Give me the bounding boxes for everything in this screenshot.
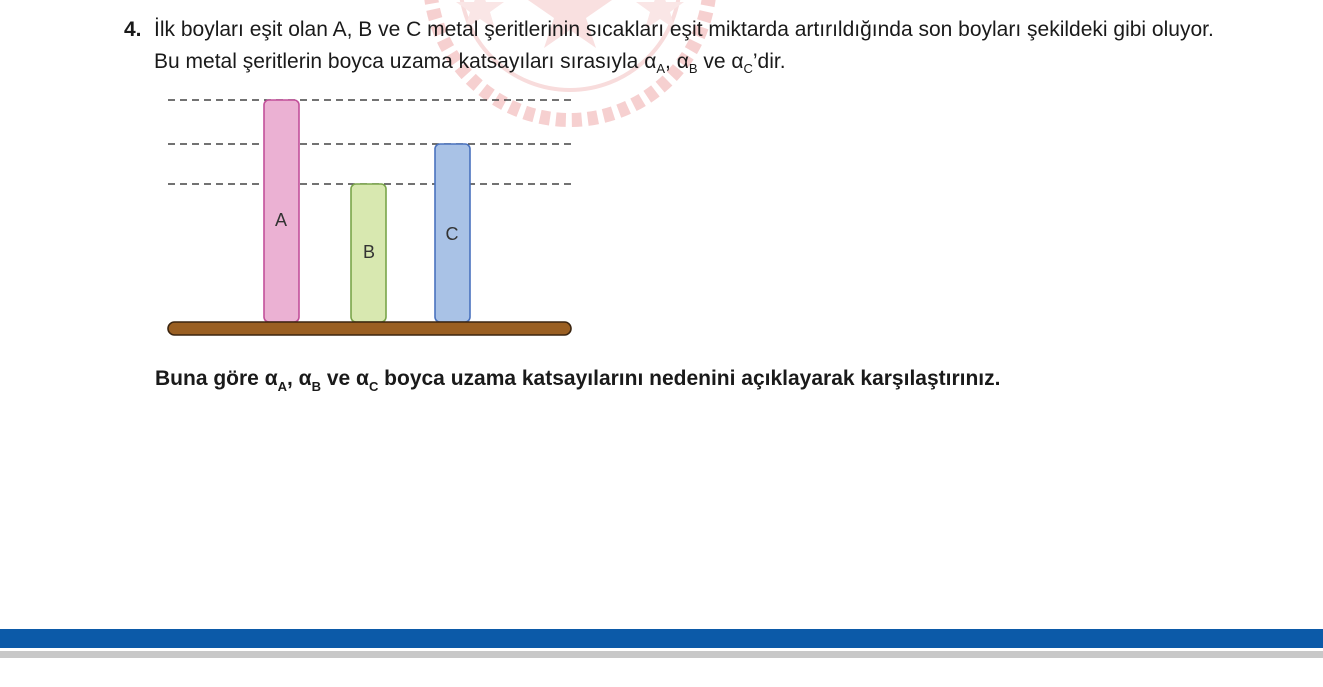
strip-c-label: C (445, 224, 459, 244)
footer-bar (0, 629, 1323, 648)
subscript-c: C (743, 61, 753, 76)
separator: ve (320, 367, 357, 390)
subscript-c: C (368, 379, 379, 394)
alpha-symbol: α (264, 367, 278, 390)
prompt-prefix: Buna göre (155, 367, 265, 390)
alpha-symbol: α (356, 367, 369, 390)
subscript-b: B (688, 61, 698, 76)
prompt-text (155, 364, 1000, 394)
strip-a-label: A (274, 210, 288, 230)
metal-strips-figure (160, 92, 580, 342)
separator: , (665, 50, 677, 73)
alpha-symbol: α (731, 50, 744, 73)
question-text-end: ’dir. (752, 50, 786, 73)
footer-line (0, 651, 1323, 658)
subscript-a: A (277, 379, 287, 394)
alpha-symbol: α (676, 50, 689, 73)
subscript-a: A (656, 61, 666, 76)
alpha-symbol: α (644, 50, 657, 73)
question-number: 4. (124, 18, 142, 41)
separator: , (287, 367, 299, 390)
base-surface (168, 322, 571, 335)
separator: ve (697, 50, 732, 73)
question-block (124, 14, 1224, 78)
alpha-symbol: α (298, 367, 312, 390)
question-text-main: İlk boyları eşit olan A, B ve C metal şeritlerinin sıcakları eşit miktarda artırıldığında son boyları şekildeki gibi oluyor. Bu metal şeritlerin boyca uzama katsayıları sırasıyla (154, 18, 1214, 73)
prompt-suffix: boyca uzama katsayılarını nedenini açıklayarak karşılaştırınız. (378, 367, 1001, 390)
strip-b-label: B (362, 242, 376, 262)
subscript-b: B (311, 379, 321, 394)
question-text (154, 14, 1224, 78)
